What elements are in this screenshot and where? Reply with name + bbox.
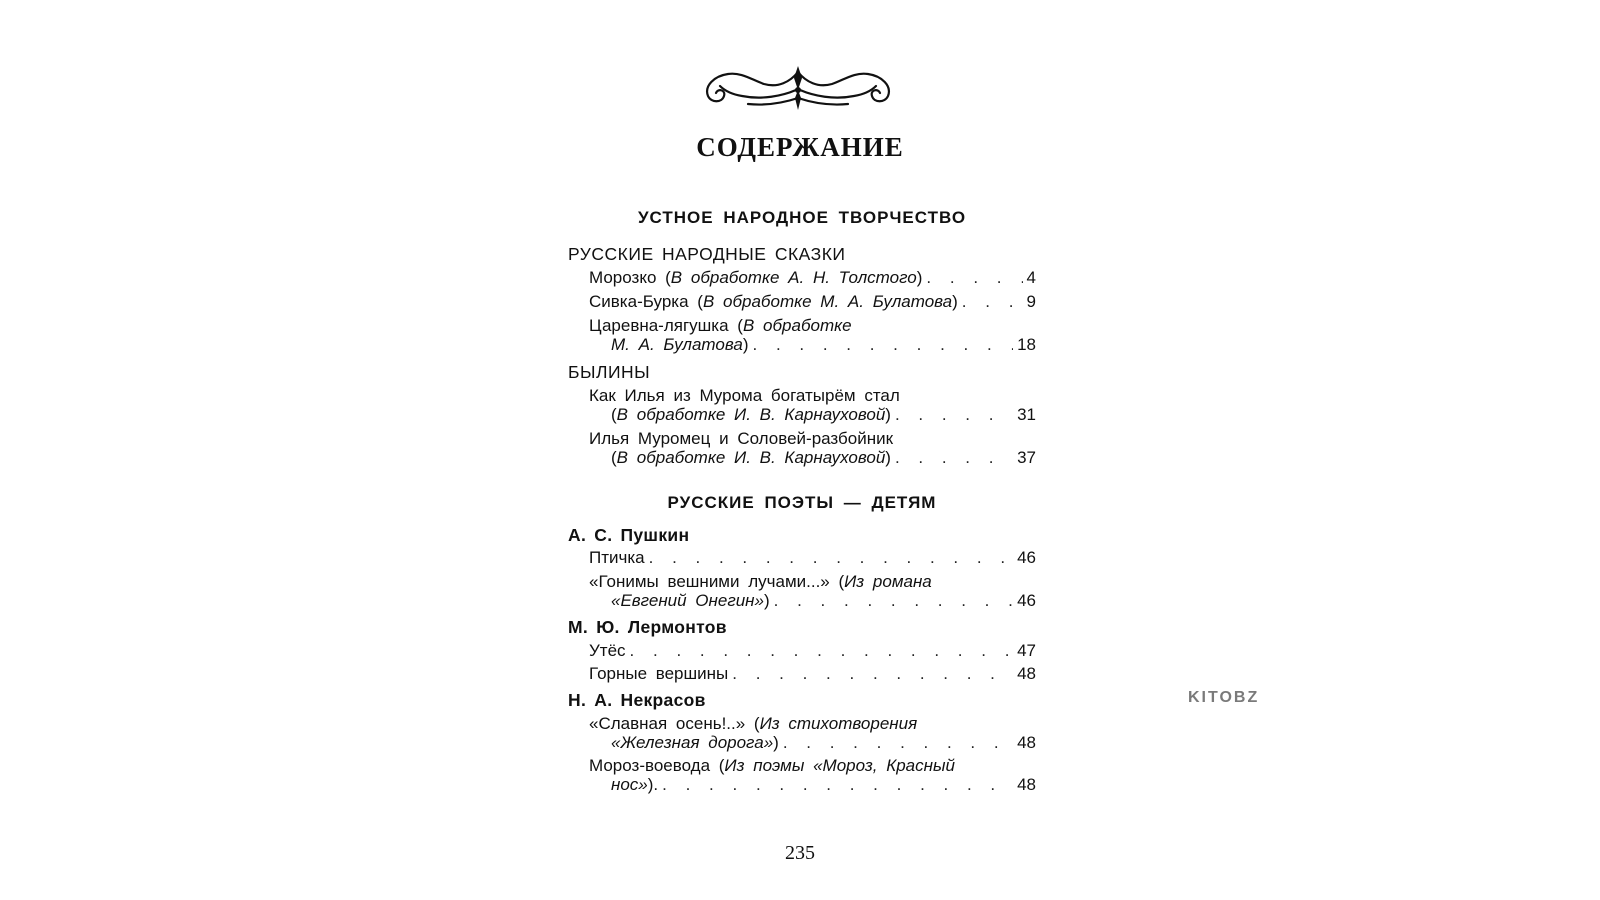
toc-entry[interactable] xyxy=(589,756,1036,794)
entry-title: Сивка-Бурка (В обработке М. А. Булатова) xyxy=(589,292,958,311)
entry-title-continued: «Железная дорога») xyxy=(611,733,779,752)
section-title: РУССКИЕ ПОЭТЫ — ДЕТЯМ xyxy=(667,493,937,512)
toc-entry[interactable] xyxy=(589,572,1036,610)
toc-entry[interactable] xyxy=(589,548,1036,567)
entry-title-continued: М. А. Булатова) xyxy=(611,335,749,354)
section-title: УСТНОЕ НАРОДНОЕ ТВОРЧЕСТВО xyxy=(637,208,967,227)
entry-title: Илья Муромец и Соловей-разбойник xyxy=(589,429,894,448)
author-name: А. С. Пушкин xyxy=(568,525,690,545)
entry-title: «Гонимы вешними лучами...» (Из романа xyxy=(589,572,932,591)
dot-leader xyxy=(895,405,1013,424)
dot-leader xyxy=(649,548,1013,567)
entry-title-continued: нос»). xyxy=(611,775,659,794)
toc-entry[interactable] xyxy=(589,292,1036,311)
page-ref: 48 xyxy=(1017,664,1036,683)
entry-title: Морозко (В обработке А. Н. Толстого) xyxy=(589,268,923,287)
page-ref: 46 xyxy=(1017,591,1036,610)
page-number: 235 xyxy=(785,842,815,864)
dot-leader xyxy=(630,641,1014,660)
dot-leader xyxy=(753,335,1014,354)
page-ref: 9 xyxy=(1026,292,1036,311)
page-ref: 4 xyxy=(1026,268,1036,287)
ornament-flourish xyxy=(698,66,898,110)
entry-title: Птичка xyxy=(589,548,645,567)
page-ref: 37 xyxy=(1017,448,1036,467)
author-name: Н. А. Некрасов xyxy=(568,690,706,710)
page-ref: 47 xyxy=(1017,641,1036,660)
entry-title: Утёс xyxy=(589,641,626,660)
toc-entry[interactable] xyxy=(589,429,1036,467)
toc-entry[interactable] xyxy=(589,316,1036,354)
toc-entry[interactable] xyxy=(589,641,1036,660)
entry-title-continued: «Евгений Онегин») xyxy=(611,591,770,610)
entry-title-continued: (В обработке И. В. Карнауховой) xyxy=(611,405,891,424)
dot-leader xyxy=(732,664,1013,683)
entry-title: «Славная осень!..» (Из стихотворения xyxy=(589,714,918,733)
page-ref: 46 xyxy=(1017,548,1036,567)
group-title: РУССКИЕ НАРОДНЫЕ СКАЗКИ xyxy=(568,244,846,264)
page-title: СОДЕРЖАНИЕ xyxy=(696,132,904,162)
watermark: KITOBZ xyxy=(1188,689,1260,706)
dot-leader xyxy=(895,448,1013,467)
toc-entry[interactable] xyxy=(589,268,1036,287)
toc-entry[interactable] xyxy=(589,386,1036,424)
toc-entry[interactable] xyxy=(589,714,1036,752)
entry-title: Царевна-лягушка (В обработке xyxy=(589,316,852,335)
dot-leader xyxy=(783,733,1013,752)
toc-entry[interactable] xyxy=(589,664,1036,683)
entry-title: Как Илья из Мурома богатырём стал xyxy=(589,386,900,405)
entry-title-continued: (В обработке И. В. Карнауховой) xyxy=(611,448,891,467)
author-name: М. Ю. Лермонтов xyxy=(568,617,727,637)
dot-leader xyxy=(962,292,1023,311)
dot-leader xyxy=(662,775,1013,794)
page-ref: 31 xyxy=(1017,405,1036,424)
entry-title: Мороз-воевода (Из поэмы «Мороз, Красный xyxy=(589,756,955,775)
dot-leader xyxy=(774,591,1013,610)
page-ref: 18 xyxy=(1017,335,1036,354)
page-ref: 48 xyxy=(1017,733,1036,752)
page-ref: 48 xyxy=(1017,775,1036,794)
group-title: БЫЛИНЫ xyxy=(568,362,651,382)
dot-leader xyxy=(926,268,1022,287)
entry-title: Горные вершины xyxy=(589,664,729,683)
